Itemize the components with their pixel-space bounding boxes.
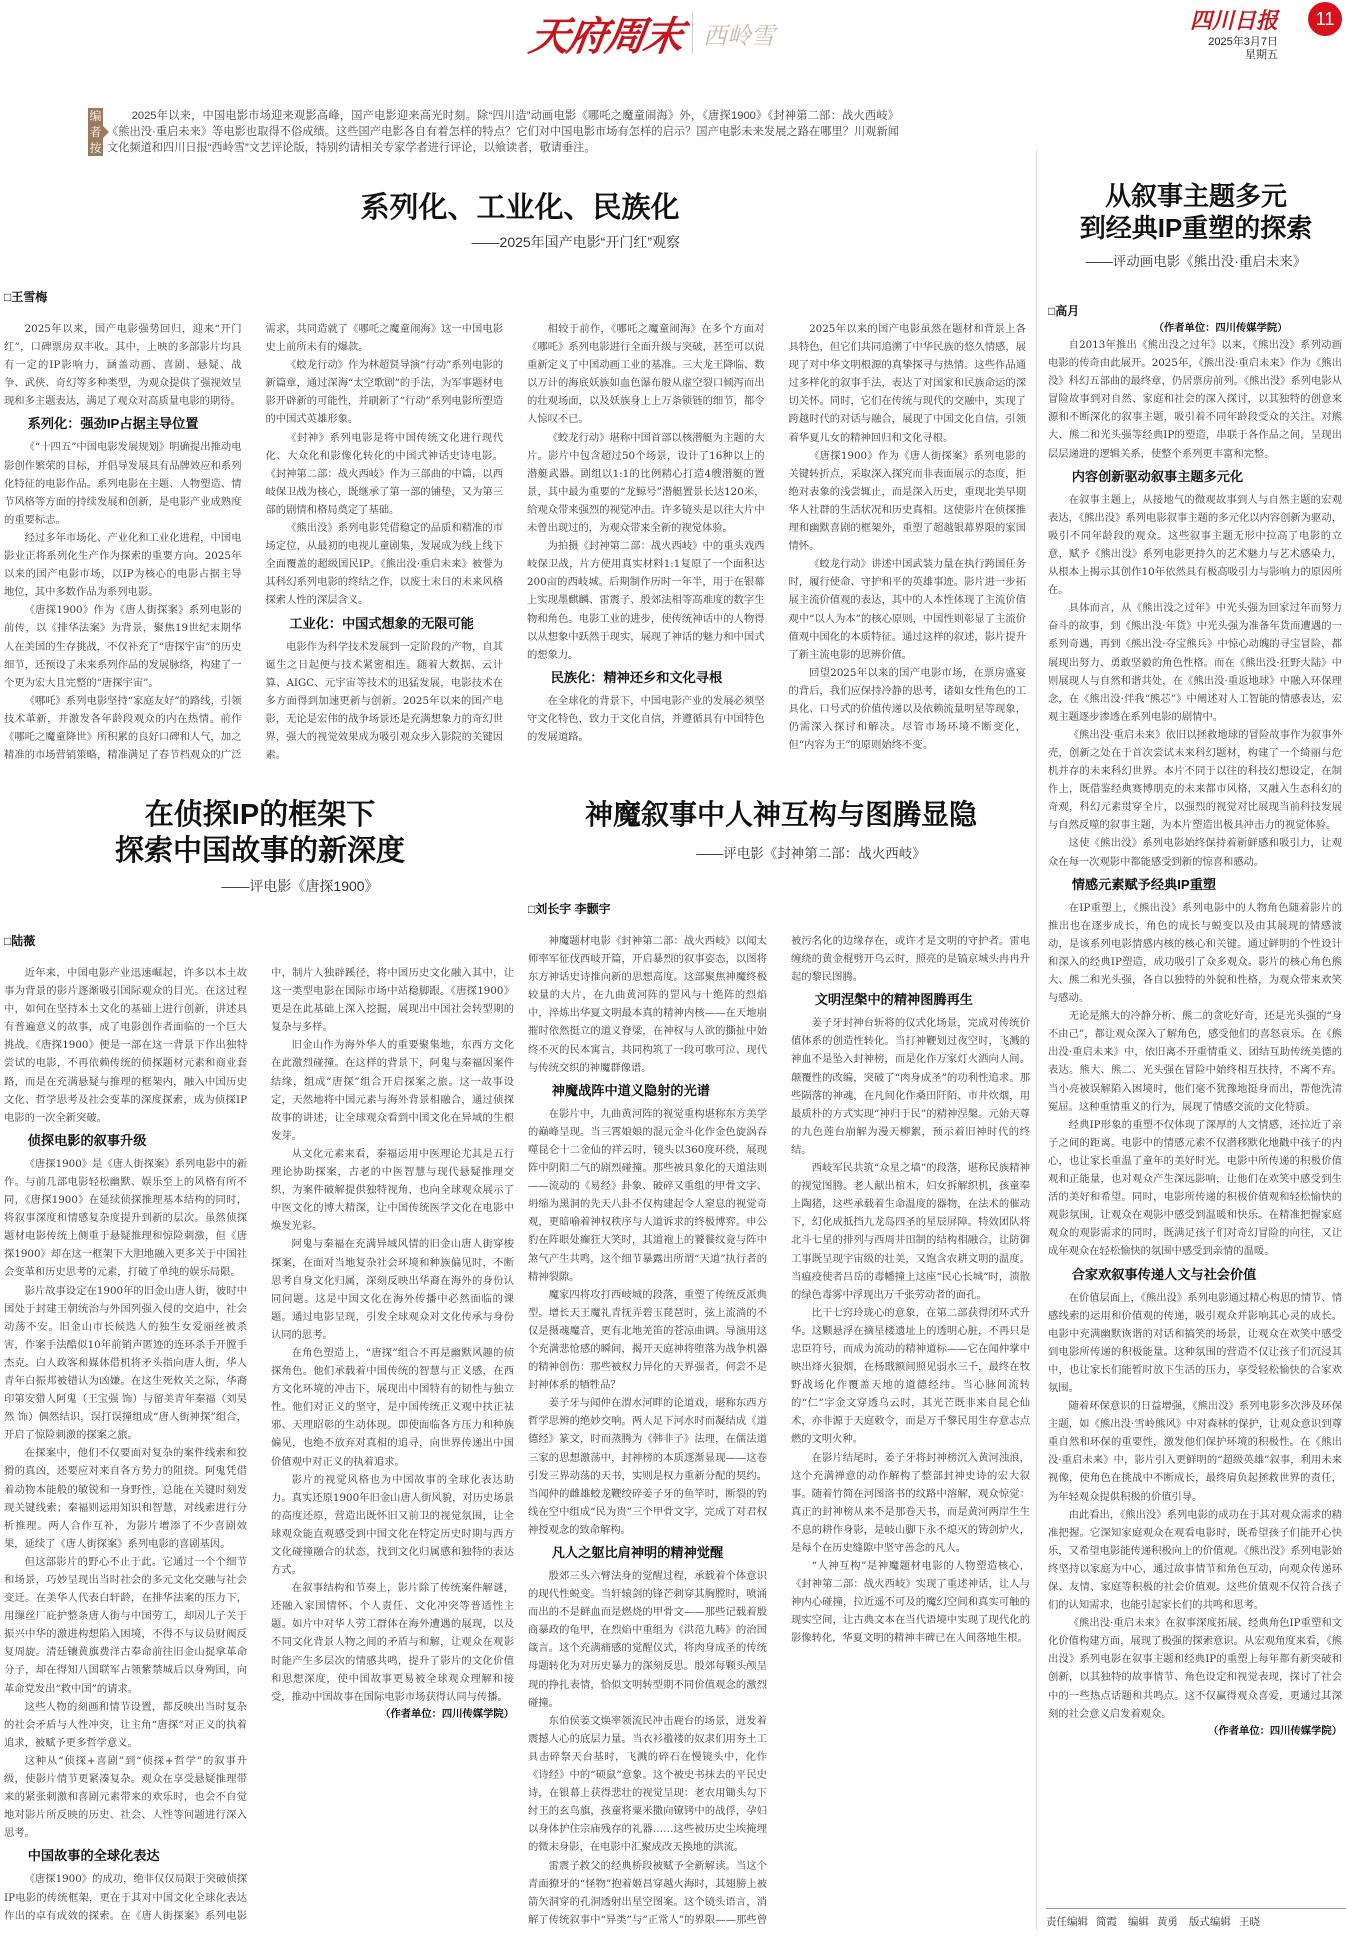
article1-byline: □王雪梅	[4, 290, 48, 304]
paragraph: 在角色塑造上，“唐探”组合不再是幽默风趣的侦探角色。他们承载着中国传统的智慧与正义感，在西方文化环境的冲击下，展现出中国特有的韧性与独立性。他们对正义的坚守，是中国传统正义观中扶正祛邪、天理昭彰的生动体现。即使面临各方压力和种族偏见，也绝不放弃对真相的追寻，向世界传递出中国价值观中对正义的执着追求。	[271, 1346, 514, 1468]
copy-editor-name: 黄勇	[1156, 1916, 1178, 1928]
editor-note	[107, 108, 899, 156]
layout-editor-name: 王晓	[1238, 1916, 1260, 1928]
paragraph: 近年来，中国电影产业迅速崛起，许多以本土故事为背景的影片逐渐吸引国际观众的目光。在这过程中，如何在坚持本土文化的基础上进行创新，讲述具有普遍意义的故事，成了电影创作者面临的一个巨大挑战。《唐探1900》便是一部在这一背景下作出独特尝试的电影，不再依赖传统的侦探题材元素和商业套路，而是在充满悬疑与推理的框架内，融入中国历史文化、哲学思考及社会变革的深度探索，成为侦探IP电影的一次全新突破。	[4, 967, 247, 1124]
logo-divider	[692, 12, 693, 54]
paragraph: 姜子牙与闻仲在渭水河畔的论道戏，堪称东西方哲学思辨的绝妙交响。两人足下河水时而凝结成《道德经》篆文，时而蒸腾为《韩非子》法理，在儒法道三家的思想激荡中，封神榜的本质逐渐显现——这卷引发三界动荡的天书，实则是权力重新分配的契约。当闻仲的雌雄蛟龙鞭绞碎姜子牙的鱼竿时，断裂的钓线在空中组成“民为贵”三个甲骨文字，完成了对君权神授观念的致命解构。	[528, 1397, 767, 1536]
paragraph: 阿鬼与秦福在充满异域风情的旧金山唐人街穿梭探案，在面对当地复杂社会环境和种族偏见时，不断思考自身文化归属，深刻反映出华裔在海外的身份认同问题。这是中国文化在海外传播中必然面临的课题。通过电影呈现，引发全球观众对文化传承与身份认同的思考。	[271, 1238, 514, 1341]
paragraph: 姜子牙封神台斩将的仪式化场景，完成对传统价值体系的创造性转化。当打神鞭划过夜空时，飞溅的神血不是坠入封神榜，而是化作万家灯火洒向人间。颠覆性的改编，突破了“肉身成圣”的功利性追求。那些陨落的神魂，在凡间化作桑田阡陌、市井炊烟，用最质朴的方式实现“神归于民”的精神涅槃。元始天尊的九色莲台崩解为漫天柳絮，预示着旧神时代的终结。	[791, 1017, 1030, 1156]
article4-title: 神魔叙事中人神互构与图腾显隐	[584, 799, 977, 830]
paragraph: 在叙事主题上，从接地气的微观故事到人与自然主题的宏观表达，《熊出没》系列电影叙事主题的多元化以内容创新为驱动，吸引不同年龄段的观众。这些叙事主题无形中拉高了电影的立意，赋予《熊出没》系列电影更持久的艺术魅力与艺术感染力，从根本上揭示其创作10年依然具有极高吸引力与影响力的原因所在。	[1048, 493, 1342, 597]
article1-title: 系列化、工业化、民族化	[360, 192, 680, 224]
section-heading: 工业化：中国式想象的无限可能	[289, 615, 474, 631]
article1-subtitle: ——2025年国产电影“开门红”观察	[471, 234, 680, 250]
newspaper-name: 四川日报	[1189, 8, 1278, 34]
paragraph: “人神互构”是神魔题材电影的人物塑造核心，《封神第二部：战火西岐》实现了重述神话，让人与神内心碰撞，拉近遥不可及的魔幻空间和真实可触的现实空间，让古典文本在当代语境中实现了现代化的影像转化，华夏文明的精神丰碑已在人间落地生根。	[791, 1560, 1030, 1645]
paragraph: 从文化元素来看，秦福运用中医理论尤其是五行理论协助探案，古老的中医智慧与现代悬疑推理交织，为案件破解提供独特视角，也向全球观众展示了中医文化的博大精深，让中国传统医学文化在电影中焕发光彩。	[271, 1147, 514, 1233]
paragraph: 自2013年推出《熊出没之过年》以来，《熊出没》系列动画电影的传奇由此展开。2025年，《熊出没·重启未来》作为《熊出没》科幻五部曲的最终章，仍居票房前列。《熊出没》系列电影从冒险故事到对自然、家庭和社会的深入探讨，以其独特的创意来源和不断深化的叙事主题，吸引着不同年龄段受众的关注。对熊大、熊二和光头强等经典IP的塑造，串联于各作品之间，呈现出层层递进的逻辑关系，使整个系列更丰富和完整。	[1048, 339, 1342, 460]
paragraph: 在价值层面上，《熊出没》系列电影通过精心构思的情节、情感线索的运用和价值观的传递，吸引观众并影响其心灵的成长。电影中充满幽默诙谐的对话和搞笑的场景，让观众在欢笑中感受到电影所传递的积极能量。这种氛围的营造不仅让孩子们沉浸其中，也让家长们能暂时放下生活的压力，享受轻松愉快的合家欢氛围。	[1048, 1291, 1342, 1394]
article3-byline: □陆薇	[4, 934, 36, 948]
paragraph: 这些人物的刻画和情节设置，都反映出当时复杂的社会矛盾与人性冲突，让主角“唐探”对正义的执着追求，被赋予更多哲学意义。	[4, 1700, 247, 1749]
paragraph: 魔家四将攻打西岐城的段落，重塑了传统反派典型。增长天王魔礼青抚弄碧玉琵琶时，弦上流淌的不仅是摄魂魔音，更有北地羌笛的苍凉曲调。导演用这个充满悲怆感的瞬间，揭开天庭神将堕落为战争机器的精神创伤：那些被权力异化的天界强者，何尝不是封神体系的牺牲品？	[528, 1288, 767, 1392]
paragraph: 《蛟龙行动》讲述中国武装力量在执行跨国任务时，履行使命、守护和平的英雄事迹。影片进一步拓展主流价值观的表达，其中的人本性体现了主流价值观中“以人为本”的核心原则，中国性则彰显了主流价值观中国化的本质特征。通过这样的叙述，影片提升了新主流电影的思辨价值。	[788, 558, 1026, 661]
article4-body	[528, 932, 1030, 1939]
editor-note-tag: 编者按	[89, 109, 102, 155]
page-number-badge: 11	[1308, 2, 1342, 36]
section-heading: 中国故事的全球化表达	[27, 1848, 160, 1864]
paragraph: 《唐探1900》是《唐人街探案》系列电影中的新作。与前几部电影轻松幽默、娱乐至上的风格有所不同，《唐探1900》在延续侦探推理基本结构的同时，将叙事深度和情感复杂度提升到新的层次。虽然侦探题材电影传统上侧重于悬疑推理和惊险刺激，但《唐探1900》却在这一框架下大胆地融入更多关于中国社会变革和历史思考的元素，打破了单纯的娱乐局限。	[4, 1157, 247, 1279]
paragraph: 在影片结尾时，姜子牙将封神榜沉入黄河浊浪，这个充满禅意的动作解构了整部封神史诗的宏大叙事。随着竹简在河图洛书的纹路中溶解，观众惊觉：真正的封神榜从来不是那卷天书，而是黄河两岸生生不息的耕作身影，是岐山脚下永不熄灭的铸剑炉火，是每个在历史缝隙中坚守善念的凡人。	[791, 1451, 1030, 1554]
paragraph: 《蛟龙行动》堪称中国首部以核潜艇为主题的大片。影片中包含超过50个场景，设计了16种以上的潜艇武器。剧组以1:1的比例精心打造4艘潜艇的置景，其中最为重要的“龙鲸号”潜艇置景长达120米，给观众带来强烈的视觉冲击。许多镜头是以往大片中未曾出现过的，为观众带来全新的视觉体验。	[527, 431, 765, 535]
paragraph: 比干七窍玲珑心的意象，在第二部获得闭环式升华。这颗悬浮在摘星楼遗址上的透明心脏，不再只是忠臣符号，而成为流动的精神道标——它在闻仲掌中映出烽火狼烟，在杨戬额间照见弱水三千，最终在牧野战场化作覆盖天地的道德经纬。当心脉间流转的“仁”字金文穿透乌云时，其光芒既非来自昆仑仙术，亦非源于天庭敕令，而是万千黎民用生存意志点燃的文明火种。	[791, 1306, 1030, 1446]
paragraph: 无论是熊大的冷静分析、熊二的贪吃好奇，还是光头强的“身不由己”，都让观众深入了解角色，感受他们的喜怒哀乐。在《熊出没·重启未来》中，依旧离不开重情重义、团结互助传统美德的表达。熊大、熊二、光头强在冒险中始终相互扶持，不离不弃。当小亮被误解陷入困境时，他们毫不犹豫地挺身而出，帮他洗清冤屈。这种重情重义的行为，展现了情感交流的文化特质。	[1048, 1010, 1342, 1113]
article2-byline: □高月	[1048, 304, 1080, 318]
article3-title	[20, 797, 500, 869]
column-divider	[1036, 150, 1037, 1930]
paragraph: 电影作为科学技术发展到一定阶段的产物，自其诞生之日起便与技术紧密相连。随着大数据、云计算、AIGC、元宇宙等技术的迅猛发展，电影技术在多方面得到加速更新与创新。2025年以来的国产电影，无论是宏伟的战争场景还是充满想象力的奇幻世界，强大的视觉效果成为吸引观众步入影院的关键因素。	[265, 640, 503, 762]
column-logo: 西岭雪	[703, 21, 775, 50]
section-logo: 天府周末	[526, 12, 685, 60]
paragraph: 在叙事结构和节奏上，影片除了传统案件解谜，还融入家国情怀、个人责任、文化冲突等普适性主题。如片中对华人劳工群体在海外遭遇的展现，以及不同文化背景人物之间的矛盾与和解，让观众在观影时能产生多层次的情感共鸣，提升了影片的文化价值和思想深度，使中国故事更易被全球观众理解和接受，推动中国故事在国际电影市场获得认同与传播。	[271, 1582, 514, 1703]
copy-editor-label: 编辑	[1127, 1916, 1149, 1928]
paragraph: 回望2025年以来的国产电影市场，在票房盛宴的背后，我们应保持冷静的思考，诸如女性角色的工具化、口号式的价值传递以及依赖流量明星等现象，仍需深入探讨和解决。尽管市场环境不断变化，但“内容为王”的原则始终不变。	[788, 666, 1026, 752]
paragraph: 雷震子救父的经典桥段被赋予全新解读。当这个青面獠牙的“怪物”抱着姬昌穿越火海时，其翅膀上被箭矢洞穿的孔洞透射出星空图案。这个镜头语言，消解了传统叙事中“异类”与“正常人”的界限——那些曾被污名化的边缘存在，或许才是文明的守护者。雷电缠绕的黄金棍劈开乌云时，照亮的是镐京城头冉冉升起的黎民图腾。	[528, 935, 1030, 1926]
paragraph: 这种从“侦探+喜剧”到“侦探+哲学”的叙事升级，使影片情节更紧凑复杂。观众在享受悬疑推理带来的紧张刺激和喜剧元素带来的欢乐时，也会不自觉地对影片所反映的历史、社会、人性等问题进行深入思考。	[4, 1754, 247, 1840]
editorial-credits	[1046, 1914, 1268, 1929]
author-affiliation: （作者单位：四川传媒学院）	[380, 1708, 514, 1720]
layout-editor-label: 版式编辑	[1188, 1916, 1231, 1928]
paragraph: 在探案中，他们不仅要面对复杂的案件线索和狡猾的真凶，还要应对来自各方势力的阻挠。阿鬼凭借着动物本能般的敏锐和一身野性，总能在关键时刻发现关键线索；秦福则运用知识和智慧，对线索进行分析推理。两人合作互补，为影片增添了不少喜剧效果，延续了《唐人街探案》系列电影的喜剧基因。	[4, 1447, 247, 1550]
paragraph: 《哪吒》系列电影坚持“家庭友好”的路线，引领技术革新，并激发各年龄段观众的内在热情。前作《哪吒之魔童降世》所积累的良好口碑和人气，加之精准的市场营销策略，精准满足了春节档观众的广泛需求，共同造就了《哪吒之魔童闹海》这一中国电影史上前所未有的爆款。	[4, 323, 503, 762]
paragraph: 《“十四五”中国电影发展规划》明确提出推动电影创作繁荣的目标，并倡导发展具有品牌效应和系列化特征的电影作品。系列电影在主题、人物塑造、情节风格等方面的持续发展和创新，是电影产业成熟度的重要标志。	[4, 441, 242, 526]
paragraph: 旧金山作为海外华人的重要聚集地，东西方文化在此激烈碰撞。在这样的背景下，阿鬼与秦福因案件结缘，组成“唐探”组合开启探案之旅。这一故事设定，天然地将中国元素与海外背景相融合，通过侦探故事的讲述，让全球观众看到中国文化在异域的生根发芽。	[271, 1039, 514, 1142]
paragraph: 《熊出没·重启未来》在叙事深度拓展、经典角色IP重塑和文化价值构建方面，展现了极强的探索意识。从宏观角度来看，《熊出没》系列电影在叙事主题和经典IP的重塑上每年都有新突破和创新，以其独特的故事情节、角色设定和视觉表现，探讨了社会中的一些热点话题和共鸣点。这不仅赢得观众喜爱，更通过其深刻的社会意义启发着观众。	[1048, 1617, 1342, 1720]
section-heading: 内容创新驱动叙事主题多元化	[1071, 468, 1244, 484]
paragraph: 但这部影片的野心不止于此。它通过一个个细节和场景，巧妙呈现出当时社会的多元文化交融与社会变迁。在美华人代表白轩龄，在排华法案的压力下，用缫丝厂庇护整条唐人街与中国劳工，却因儿子关于振兴中华的激进构想陷入困境，不得不与议员财阀反复周旋。清廷镶黄旗费洋古奉命前往旧金山捉拿革命分子，却在得知八国联军占领紫禁城后以身殉国，向革命党发出“救中国”的请求。	[4, 1555, 247, 1695]
editor-name: 简霞	[1096, 1916, 1117, 1928]
paragraph: 在IP重塑上，《熊出没》系列电影中的人物角色随着影片的推出也在逐步成长，角色的成长与蜕变以及由其展现的情感波动，是该系列电影情感内核的核心和关键。通过鲜明的个性设计和深入的经典IP塑造，成功吸引了众多观众。影片的核心角色熊大、熊二和光头强，各自以独特的外貌和性格，为观众带来欢笑与感动。	[1048, 901, 1342, 1005]
date-text: 2025年3月7日	[1208, 36, 1278, 48]
paragraph: 《唐探1900》作为《唐人街探案》系列电影的前传，以《排华法案》为背景，聚焦19世纪末期华人在美国的生存挑战，不仅补充了“唐探宇宙”的历史细节，还预设了未来系列作品的发展脉络，构建了一个更为宏大且完整的“唐探宇宙”。	[4, 604, 242, 689]
paragraph: 影片故事设定在1900年的旧金山唐人街，彼时中国处于封建王朝统治与外国列强入侵的交迫中，社会动荡不安。旧金山市长候选人的独生女爱丽丝被杀害，作案手法酷似10年前销声匿迹的连环杀手开膛手杰克。白人政客和媒体借机将矛头指向唐人街，华人青年白振邦被错认为凶嫌。在这生死攸关之际，华裔印第安猎人阿鬼（王宝强 饰）与留美青年秦福（刘昊然 饰）偶然结识，误打误撞组成“唐人街神探”组合，开启了惊险刺激的探案之旅。	[4, 1284, 247, 1442]
section-heading: 侦探电影的叙事升级	[27, 1132, 147, 1148]
paragraph: 具体而言，从《熊出没之过年》中光头强为回家过年而努力奋斗的故事，到《熊出没·年货》中光头强为准备年货而遭遇的一系列奇遇，再到《熊出没·夺宝熊兵》中惊心动魄的寻宝冒险，都展现出努力、勇敢坚毅的角色性格。而在《熊出没·狂野大陆》中则展现人与自然和谐共处，在《熊出没·重返地球》中融入环保理念，在《熊出没·伴我“熊芯”》中阐述对人工智能的情感表达，宏观主题逐步渗透在系列电影的剧情中。	[1048, 602, 1342, 723]
section-heading: 合家欢叙事传递人文与社会价值	[1071, 1266, 1257, 1282]
paragraph: 在影片中，九曲黄河阵的视觉重构堪称东方美学的巅峰呈现。当三霄娘娘的混元金斗化作金色旋涡吞噬昆仑十二金仙的祥云时，镜头以360度环绕，展现阵中阴阳二气的剧烈碰撞。那些被具象化的天道法则——流动的《易经》卦象、破碎又重组的甲骨文字、坍缩为黑洞的先天八卦不仅构建起令人窒息的视觉奇观，更暗喻着神权秩序与人道诉求的终极博弈。申公豹在阵眼处癫狂大笑时，其道袍上的饕餮纹竟与阵中煞气产生共鸣，这个细节暴露出所谓“天道”执行者的精神裂隙。	[528, 1107, 767, 1283]
paragraph: 由此看出，《熊出没》系列电影的成功在于其对观众需求的精准把握。它深知家庭观众在观看电影时，既希望孩子们能开心快乐，又希望电影能传递积极向上的价值观。《熊出没》系列电影始终坚持以家庭为中心，通过故事情节和角色互动，向观众传递环保、友情、家庭等积极的社会价值观。这些价值观不仅符合孩子们的认知需求，也能引起家长们的共鸣和思考。	[1048, 1508, 1342, 1612]
article3-body	[4, 964, 514, 1939]
paragraph: 殷郊三头六臂法身的觉醒过程，承载着个体意识的现代性蜕变。当轩辕剑的锋芒刺穿其胸膛时，喷涌而出的不是鲜血而是燃烧的甲骨文——那些记载着殷商暴政的龟甲，在烈焰中重组为《洪范九畴》的治国箴言。这个充满痛感的觉醒仪式，将肉身成圣的传统母题转化为对历史暴力的深刻反思。殷郊每颗头颅呈现的挣扎表情，恰似文明转型期不同价值观念的激烈碰撞。	[528, 1570, 767, 1709]
paragraph: 神魔题材电影《封神第二部：战火西岐》以闻太师率军征伐西岐开篇，开启暴烈的叙事姿态，以图将东方神话史诗推向新的思想高度。这部聚焦神魔终极较量的大片，在九曲黄河阵的罡风与十绝阵的烈焰中，淬炼出华夏文明最本真的精神内核——在天地崩摧时依然挺立的道义脊梁，在神权与人欲的撕扯中始终不灭的民本寓言，共同构筑了一段可歌可泣、现代与传统交织的神魔群像谱。	[528, 935, 767, 1074]
paragraph: 在全球化的背景下，中国电影产业的发展必须坚守文化特色，致力于文化自信，并遵循具有中国特色的发展道路。	[527, 694, 765, 743]
section-heading: 民族化：精神还乡和文化寻根	[550, 669, 723, 685]
article3-subtitle: ——评电影《唐探1900》	[221, 878, 379, 894]
paragraph: 为拍摄《封神第二部：战火西岐》中的重头戏西岐保卫战，片方使用真实材料1:1复原了一个面积达200亩的西岐城。后期制作历时一年半，用于在银幕上实现墨麒麟、雷震子、殷郊法相等高难度的数字生物和角色。电影工业的进步，使传统神话中的人物得以从想象中跃然于现实，展现了神话的魅力和中国式的想象力。	[527, 540, 765, 661]
paragraph: 影片的视觉风格也为中国故事的全球化表达助力。真实还原1900年旧金山唐人街风貌，对历史场景的高度还原，营造出既怀旧又前卫的视觉氛围，让全球观众能直观感受到中国文化在特定历史时期与西方文化碰撞融合的状态，找到文化归属感和独特的表达方式。	[271, 1473, 514, 1577]
section-heading: 系列化：强劲IP占据主导位置	[27, 416, 199, 432]
section-heading: 凡人之躯比肩神明的精神觉醒	[551, 1545, 724, 1560]
paragraph: 《封神》系列电影是将中国传统文化进行现代化、大众化和影像化转化的中国式神话史诗电影。《封神第二部：战火西岐》作为三部曲的中篇，以西岐保卫战为核心，既继承了第一部的铺垫，又为第三部的剧情和格局奠定了基础。	[265, 431, 503, 516]
article2-title-line1: 从叙事主题多元	[1104, 181, 1287, 211]
paragraph: 2025年以来的国产电影虽然在题材和背景上各具特色，但它们共同追溯了中华民族的悠久情感，展现了对中华文明根源的真挚探寻与热情。这些作品通过多样化的叙事手法，表达了对国家和民族命运的深切关怀。同时，它们在传统与现代的交融中，实现了跨越时代的对话与融合，展现了中国文化自信，引领着华夏儿女的精神回归和文化寻根。	[788, 323, 1026, 444]
paragraph: 这使《熊出没》系列电影始终保持着新鲜感和吸引力，让观众在每一次观影中都能感受到新的惊喜和感动。	[1048, 837, 1342, 868]
paragraph: 《唐探1900》作为《唐人街探案》系列电影的关键转折点，采取深入探究而非表面展示的态度，拒绝对表象的浅尝辄止，而是深入历史，重现北美早期华人社群的生活状况和历史真相。这使影片在侦探推理和幽默喜剧的框架外，重塑了超越银幕界限的家国情怀。	[788, 449, 1026, 553]
paragraph: 西岐军民共筑“众星之墙”的段落，堪称民族精神的视觉图腾。老人献出棺木，妇女拆解织机，孩童奉上陶猪，这些承载着生命温度的器物，在法术的催动下，幻化成抵挡九龙岛四圣的星辰屏障。特效团队将北斗七星的排列与西周井田制的结构相融合，让防御工事既呈现宇宙级的壮美，又饱含农耕文明的温度。当瘟疫使者吕岳的毒幡撞上这座“民心长城”时，溃散的绿色毒雾中浮现出万千张劳动者的面孔。	[791, 1162, 1030, 1301]
article2-subtitle: ——评动画电影《熊出没·重启未来》	[1085, 254, 1307, 269]
article4-byline: □刘长宇 李颢宇	[528, 902, 611, 916]
weekday-text: 星期五	[1245, 49, 1278, 61]
editor-note-text: 2025年以来，中国电影市场迎来观影高峰，国产电影迎来高光时刻。除“四川造”动画电影《哪吒之魔童闹海》外，《唐探1900》《封神第二部：战火西岐》《熊出没·重启未来》等电影也取得不俗成绩。这些国产电影各自有着怎样的特点？它们对中国电影市场有怎样的启示？国产电影未来发展之路在哪里？川观新闻文化频道和四川日报“西岭雪”文艺评论版，特别约请相关专家学者进行评论，以飨读者，敬请垂注。	[107, 110, 899, 154]
masthead-logo	[526, 2, 830, 64]
article3-title-line1: 在侦探IP的框架下	[144, 799, 376, 831]
article3-title-line2: 探索中国故事的新深度	[114, 835, 405, 867]
paragraph: 随着环保意识的日益增强，《熊出没》系列电影多次涉及环保主题，如《熊出没·雪岭熊风》中对森林的保护，让观众意识到尊重自然和环保的重要性，激发他们保护环境的积极性。在《熊出没·重启未来》中，影片引入更鲜明的“超级英雄”叙事，利用未来视像，使角色在挑战中不断成长，最终肩负起拯救世界的责任，为年轻观众提供积极的价值引导。	[1048, 1400, 1342, 1503]
paragraph: 《熊出没·重启未来》依旧以拯救地球的冒险故事作为叙事外壳，创新之处在于首次尝试未来科幻题材，构建了一个绮丽与危机并存的未来科幻世界。本片不同于以往的科技幻想设定，在制作上，既借鉴经典赛博朋克的未来都市风格，又融入生态科幻的奇观，科幻元素贯穿全片，以强烈的视觉对比展现当前科技发展与自然反噬的叙事主题，为本片塑造出极具冲击力的视觉体验。	[1048, 728, 1342, 832]
paragraph: 《蛟龙行动》作为林超贤导演“行动”系列电影的新篇章，通过深海“太空歌剧”的手法，为军事题材电影开辟新的可能性，并刷新了“行动”系列电影所塑造的中国式英雄形象。	[265, 359, 503, 426]
article2-title	[1046, 180, 1346, 244]
paragraph: 2025年以来，国产电影强势回归，迎来“开门红”，口碑票房双丰收。其中，上映的多部影片均具有一定的IP影响力，涵盖动画、喜剧、悬疑、战争、武侠、奇幻等多种类型，为观众提供了强视效呈现和多主题表达，满足了观众对高质量电影的期待。	[4, 323, 242, 408]
article2-title-line2: 到经典IP重塑的探索	[1079, 213, 1313, 243]
paragraph: 经典IP形象的重塑不仅体现了深厚的人文情感，还拉近了亲子之间的距离。电影中的情感元素不仅潜移默化地戳中孩子的内心，也让家长重温了童年的美好时光。电影中所传递的积极价值观和正能量，也对观众产生深远影响，让他们在欢笑中感受到生活的美好和希望。同时，电影所传递的积极价值观和轻松愉快的观影氛围，让观众在观影中感受到温暖和快乐。在精准把握家庭观众的观影需求的同时，既满足孩子们对奇幻冒险的向往，又让成年观众在轻松愉快的氛围中感受到亲情的温暖。	[1048, 1118, 1342, 1258]
issue-date	[1208, 36, 1278, 62]
footer-divider	[1046, 1908, 1346, 1909]
article4-subtitle: ——评电影《封神第二部：战火西岐》	[696, 846, 926, 861]
paragraph: 相较于前作，《哪吒之魔童闹海》在多个方面对《哪吒》系列电影进行全面升级与突破，甚至可以说重新定义了中国动画工业的基准。三大龙王降临、数以万计的海底妖族如血色瀑布般从虚空裂口倾泻而出的壮观场面，以及妖族身上上万条锁链的细节，都令人惊叹不已。	[527, 323, 765, 426]
editor-label: 责任编辑	[1046, 1916, 1088, 1928]
section-heading: 情感元素赋予经典IP重塑	[1071, 876, 1217, 892]
paragraph: 东伯侯姜文焕率领流民冲击鹿台的场景，迸发着震撼人心的底层力量。当衣衫褴褛的奴隶们用夯土工具击碎祭天台基时，飞溅的碎石在慢镜头中，化作《诗经》中的“硕鼠”意象。这个被史书抹去的平民史诗，在银幕上获得悲壮的视觉呈现：老农用锄头勾下纣王的玄鸟旗，孩童将粟米撒向镣铐中的战俘，孕妇以身体护住宗庙残存的礼器……这些被历史尘埃掩埋的微末身影，在电影中汇聚成改天换地的洪流。	[528, 1714, 767, 1854]
section-heading: 神魔战阵中道义隐射的光谱	[551, 1082, 710, 1098]
paragraph: 经过多年市场化、产业化和工业化进程，中国电影业正将系列化生产作为探索的重要方向。2025年以来的国产电影市场，以IP为核心的电影占据主导地位，其中多数作品为系列电影。	[4, 531, 242, 599]
article2-body	[1048, 336, 1342, 1881]
author-affiliation: （作者单位：四川传媒学院）	[1208, 1725, 1342, 1737]
paragraph: 《熊出没》系列电影凭借稳定的品质和精准的市场定位，从最初的电视儿童剧集，发展成为线上线下全面覆盖的超级国民IP。《熊出没·重启未来》被誉为其科幻系列电影的终结之作，以废土末日的未来风格探索人性的深层含义。	[265, 522, 503, 607]
paragraph: 《唐探1900》的成功，绝非仅仅局限于突破侦探IP电影的传统框架，更在于其对中国文化全球化表达作出的卓有成效的探索。在《唐人街探案》系列电影中，制片人独辟蹊径，将中国历史文化融入其中，让这一类型电影在国际市场中站稳脚跟。《唐探1900》更是在此基础上深入挖掘，展现出中国社会转型期的复杂与多样。	[4, 967, 514, 1922]
author-affiliation: （作者单位：四川传媒学院）	[1153, 323, 1288, 334]
section-heading: 文明涅槃中的精神图腾再生	[814, 992, 973, 1008]
